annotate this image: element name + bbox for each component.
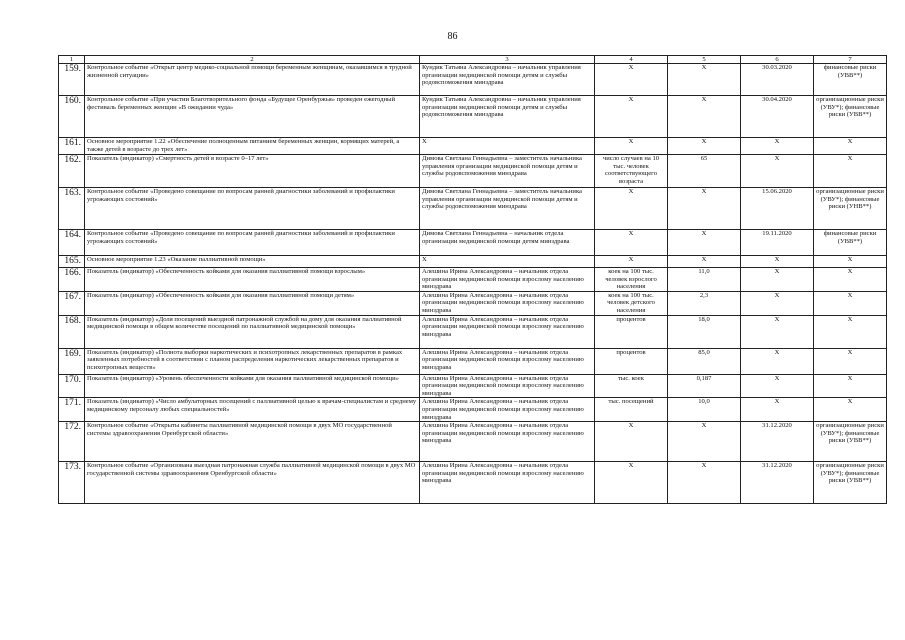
row-date: X	[741, 268, 814, 292]
table-row	[59, 64, 887, 96]
column-header: 3	[420, 56, 595, 64]
row-responsible: Алешина Ирина Александровна – начальник отдела организации медицинской помощи взрослому населению минздрава	[420, 398, 595, 422]
row-number: 162.	[59, 155, 85, 188]
row-name: Основное мероприятие 1.23 «Оказание паллиативной помощи»	[85, 256, 420, 268]
row-value: 10,0	[668, 398, 741, 422]
table-row	[59, 256, 887, 268]
table-row	[59, 398, 887, 422]
row-number: 161.	[59, 138, 85, 155]
table-row	[59, 291, 887, 315]
row-date: 19.11.2020	[741, 230, 814, 256]
row-number: 163.	[59, 188, 85, 230]
row-value: 11,0	[668, 268, 741, 292]
row-date: X	[741, 374, 814, 398]
row-unit: коек на 100 тыс. человек взрослого населения	[595, 268, 668, 292]
row-name: Контрольное событие «Открыты кабинеты паллиативной медицинской помощи в двух МО государственной системы здравоохранения Оренбургской области»	[85, 422, 420, 462]
row-responsible: Алешина Ирина Александровна – начальник отдела организации медицинской помощи взрослому населению минздрава	[420, 462, 595, 504]
row-name: Показатель (индикатор) «Обеспеченность койками для оказания паллиативной помощи взрослым»	[85, 268, 420, 292]
row-risk: X	[814, 256, 887, 268]
row-risk: X	[814, 138, 887, 155]
row-risk: организационные риски (УВУ*); финансовые риски (УНВ**)	[814, 188, 887, 230]
row-unit: число случаев на 10 тыс. человек соответствующего возраста	[595, 155, 668, 188]
row-number: 159.	[59, 64, 85, 96]
table-row	[59, 96, 887, 138]
row-risk: организационные риски (УВУ*); финансовые риски (УВВ**)	[814, 96, 887, 138]
row-value: X	[668, 230, 741, 256]
column-header: 4	[595, 56, 668, 64]
table-row	[59, 348, 887, 374]
row-responsible: X	[420, 256, 595, 268]
row-value: 85,0	[668, 348, 741, 374]
table-row	[59, 422, 887, 462]
table-row	[59, 138, 887, 155]
row-value: X	[668, 462, 741, 504]
row-value: X	[668, 422, 741, 462]
row-value: X	[668, 96, 741, 138]
row-unit: коек на 100 тыс. человек детского населения	[595, 291, 668, 315]
table-row	[59, 230, 887, 256]
row-unit: X	[595, 422, 668, 462]
plan-table	[58, 55, 887, 504]
row-unit: X	[595, 230, 668, 256]
row-date: X	[741, 291, 814, 315]
row-responsible: Димова Светлана Геннадьевна – заместитель начальника управления организации медицинской помощи детям и службы родовспоможения минздрава	[420, 155, 595, 188]
row-value: X	[668, 64, 741, 96]
row-value: 18,0	[668, 315, 741, 348]
row-unit: процентов	[595, 315, 668, 348]
row-risk: X	[814, 315, 887, 348]
column-header: 1	[59, 56, 85, 64]
row-date: X	[741, 138, 814, 155]
row-unit: X	[595, 96, 668, 138]
column-header: 7	[814, 56, 887, 64]
column-header: 2	[85, 56, 420, 64]
row-name: Показатель (индикатор) «Смертность детей в возрасте 0–17 лет»	[85, 155, 420, 188]
row-name: Основное мероприятие 1.22 «Обеспечение полноценным питанием беременных женщин, кормящих матерей, а также детей в возрасте до трех лет»	[85, 138, 420, 155]
row-name: Контрольное событие «Проведено совещание по вопросам ранней диагностики заболеваний и профилактики угрожающих состояний»	[85, 188, 420, 230]
column-header: 5	[668, 56, 741, 64]
row-date: 31.12.2020	[741, 422, 814, 462]
table-row	[59, 315, 887, 348]
table-row	[59, 462, 887, 504]
row-value: X	[668, 138, 741, 155]
row-date: X	[741, 155, 814, 188]
row-date: 15.06.2020	[741, 188, 814, 230]
row-date: 30.03.2020	[741, 64, 814, 96]
row-number: 166.	[59, 268, 85, 292]
row-date: 30.04.2020	[741, 96, 814, 138]
row-responsible: Алешина Ирина Александровна – начальник отдела организации медицинской помощи взрослому населению минздрава	[420, 291, 595, 315]
page-number: 86	[447, 31, 458, 42]
row-risk: X	[814, 398, 887, 422]
row-number: 170.	[59, 374, 85, 398]
row-number: 173.	[59, 462, 85, 504]
row-number: 165.	[59, 256, 85, 268]
column-header: 6	[741, 56, 814, 64]
table-row	[59, 188, 887, 230]
row-name: Показатель (индикатор) «Обеспеченность койками для оказания паллиативной помощи детям»	[85, 291, 420, 315]
row-value: 2,3	[668, 291, 741, 315]
row-number: 169.	[59, 348, 85, 374]
row-name: Показатель (индикатор) «Уровень обеспеченности койками для оказания паллиативной медицинской помощи»	[85, 374, 420, 398]
row-number: 164.	[59, 230, 85, 256]
row-date: X	[741, 315, 814, 348]
row-name: Показатель (индикатор) «Число амбулаторных посещений с паллиативной целью к врачам-специалистам и среднему медицинскому персоналу любых специальностей»	[85, 398, 420, 422]
row-unit: X	[595, 188, 668, 230]
row-responsible: Алешина Ирина Александровна – начальник отдела организации медицинской помощи взрослому населению минздрава	[420, 348, 595, 374]
row-responsible: Димова Светлана Геннадьевна – начальник отдела организации медицинской помощи детям минздрава	[420, 230, 595, 256]
row-name: Контрольное событие «Организована выездная патронажная служба паллиативной медицинской помощи в двух МО государственной системы здравоохранения Оренбургской области»	[85, 462, 420, 504]
table-row	[59, 268, 887, 292]
row-risk: организационные риски (УВУ*); финансовые риски (УВВ**)	[814, 422, 887, 462]
row-unit: тыс. посещений	[595, 398, 668, 422]
row-date: 31.12.2020	[741, 462, 814, 504]
row-date: X	[741, 348, 814, 374]
row-responsible: Алешина Ирина Александровна – начальник отдела организации медицинской помощи взрослому населению минздрава	[420, 315, 595, 348]
row-name: Контрольное событие «Проведено совещание по вопросам ранней диагностики заболеваний и профилактики угрожающих состояний»	[85, 230, 420, 256]
row-number: 160.	[59, 96, 85, 138]
row-risk: финансовые риски (УВВ**)	[814, 64, 887, 96]
row-unit: процентов	[595, 348, 668, 374]
row-unit: X	[595, 64, 668, 96]
row-risk: X	[814, 268, 887, 292]
row-name: Контрольное событие «При участии Благотворительного фонда «Будущее Оренбуржья» проведен ежегодный фестиваль беременных женщин «В ожидании чуда»	[85, 96, 420, 138]
row-value: 65	[668, 155, 741, 188]
table-row	[59, 155, 887, 188]
row-unit: тыс. коек	[595, 374, 668, 398]
row-responsible: Димова Светлана Геннадьевна – заместитель начальника управления организации медицинской помощи детям и службы родовспоможения минздрава	[420, 188, 595, 230]
row-value: X	[668, 256, 741, 268]
row-name: Показатель (индикатор) «Доля посещений выездной патронажной службой на дому для оказания паллиативной медицинской помощи в общем количестве посещений по паллиативной медицинской помощи»	[85, 315, 420, 348]
row-value: X	[668, 188, 741, 230]
row-risk: организационные риски (УВУ*); финансовые риски (УВВ**)	[814, 462, 887, 504]
row-unit: X	[595, 256, 668, 268]
row-date: X	[741, 256, 814, 268]
row-date: X	[741, 398, 814, 422]
row-responsible: Алешина Ирина Александровна – начальник отдела организации медицинской помощи взрослому населению минздрава	[420, 268, 595, 292]
row-responsible: X	[420, 138, 595, 155]
row-number: 171.	[59, 398, 85, 422]
row-risk: финансовые риски (УВВ**)	[814, 230, 887, 256]
row-responsible: Алешина Ирина Александровна – начальник отдела организации медицинской помощи взрослому населению минздрава	[420, 374, 595, 398]
row-unit: X	[595, 138, 668, 155]
row-risk: X	[814, 155, 887, 188]
row-number: 167.	[59, 291, 85, 315]
row-unit: X	[595, 462, 668, 504]
row-risk: X	[814, 291, 887, 315]
row-value: 0,187	[668, 374, 741, 398]
row-responsible: Кундик Татьяна Александровна – начальник управления организации медицинской помощи детям и службы родовспоможения минздрава	[420, 96, 595, 138]
row-responsible: Алешина Ирина Александровна – начальник отдела организации медицинской помощи взрослому населению минздрава	[420, 422, 595, 462]
row-name: Контрольное событие «Открыт центр медико-социальной помощи беременным женщинам, оказавшимся в трудной жизненной ситуации»	[85, 64, 420, 96]
row-number: 172.	[59, 422, 85, 462]
table-row	[59, 374, 887, 398]
table-header-row	[59, 56, 887, 64]
row-risk: X	[814, 348, 887, 374]
row-risk: X	[814, 374, 887, 398]
row-responsible: Кундик Татьяна Александровна – начальник управления организации медицинской помощи детям и службы родовспоможения минздрава	[420, 64, 595, 96]
row-name: Показатель (индикатор) «Полнота выборки наркотических и психотропных лекарственных препаратов в рамках заявленных потребностей в соответствии с планом распределения наркотических лекарственных препаратов и психотропных веществ»	[85, 348, 420, 374]
row-number: 168.	[59, 315, 85, 348]
